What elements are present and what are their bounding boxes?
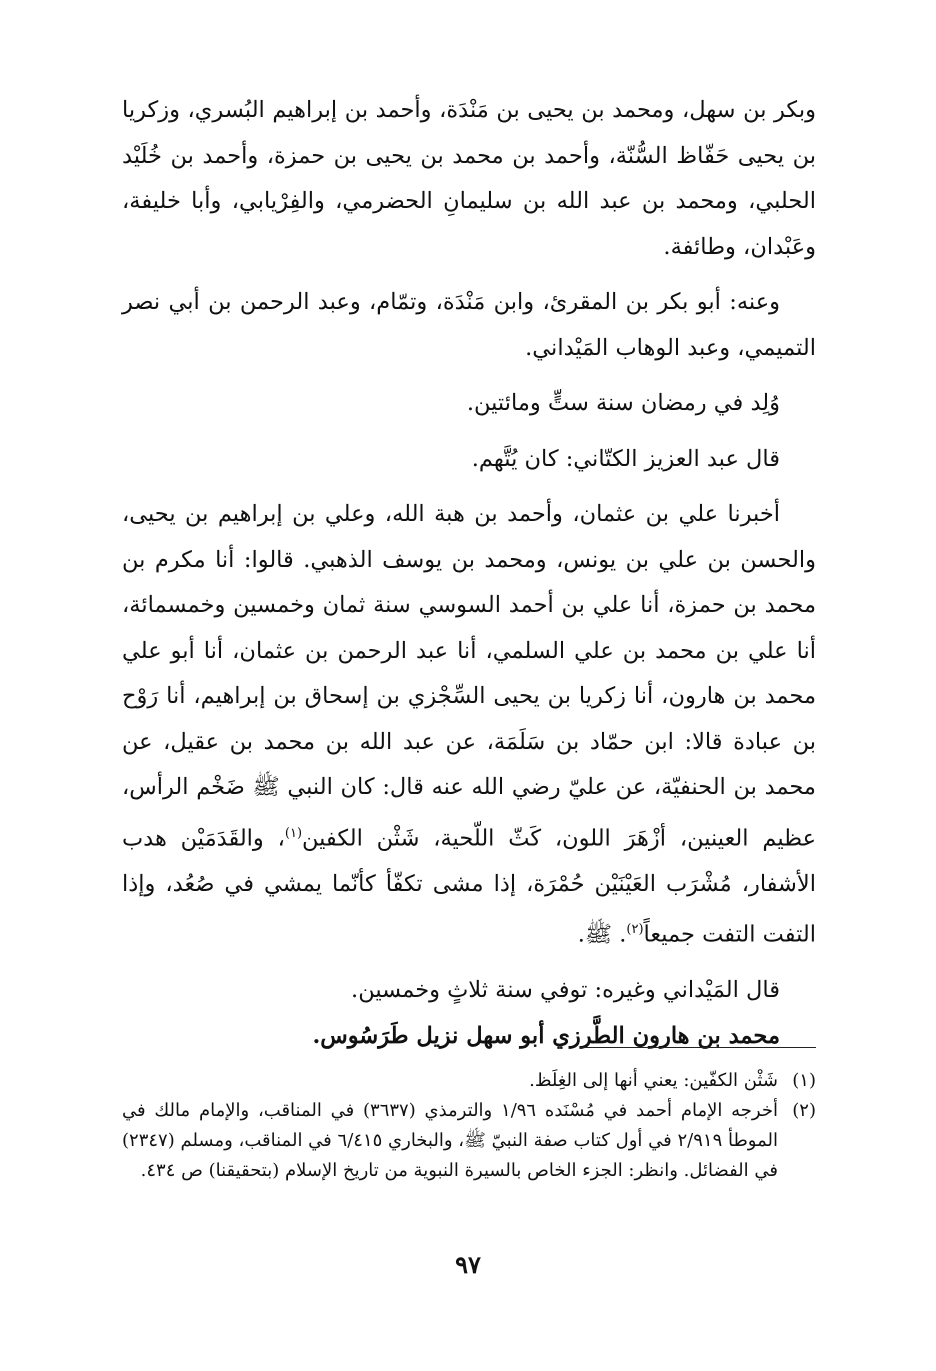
paragraph-teachers: وبكر بن سهل، ومحمد بن يحيى بن مَنْدَة، وأحمد بن إبراهيم البُسري، وزكريا بن يحيى حَفّاظ السُّنّة، وأحمد بن محمد بن يحيى بن حمزة، وأحمد بن خُلَيْد الحلبي، ومحمد بن عبد الله بن سليمانِ الحضرمي، والفِرْيابي، وأبا خليفة، وعَبْدان، وطائفة. — [122, 97, 816, 260]
footnote-2 — [122, 1096, 816, 1186]
footnote-text: شَثْن الكفّين: يعني أنها إلى الغِلَظ. — [529, 1070, 778, 1091]
hadith-text-start: أخبرنا علي بن عثمان، وأحمد بن هبة الله، وعلي بن إبراهيم بن يحيى، والحسن بن علي بن يونس، ومحمد بن يوسف الذهبي. قالوا: أنا مكرم بن محمد بن حمزة، أنا علي بن أحمد السوسي سنة ثمان وخمسين وخمسمائة، أنا علي بن محمد بن علي السلمي، أنا عبد الرحمن بن عثمان، أنا أبو علي محمد بن هارون، أنا زكريا بن يحيى السِّجْزي بن إسحاق بن إبراهيم، أنا رَوْح بن عبادة قالا: ابن حمّاد بن سَلَمَة، عن عبد الله بن محمد بن عقيل، عن محمد بن الحنفيّة، عن عليّ رضي الله عنه قال: كان النبي ﷺ ضَخْم الرأس، عظيم العينين، أزْهَرَ اللون، كَثّ اللّحية، شَثْن الكفين — [122, 501, 816, 851]
hadith-text-middle: ، والقَدَمَيْن هدب الأشفار، مُشْرَب العَيْنَيْن حُمْرَة، إذا مشى تكفّأ كأنّما يمشي في صُعُد، وإذا التفت التفت جميعاً — [122, 825, 816, 948]
footnotes — [122, 1066, 816, 1186]
page-number: ٩٧ — [455, 1250, 481, 1279]
footnote-text: أخرجه الإمام أحمد في مُسْنَده ١/٩٦ والترمذي (٣٦٣٧) في المناقب، والإمام مالك في الموطأ ٢/٩١٩ في أول كتاب صفة النبيّ ﷺ، والبخاري ٦/٤١٥ في المناقب، ومسلم (٢٣٤٧) في الفضائل. وانظر: الجزء الخاص بالسيرة النبوية من تاريخ الإسلام (بتحقيقنا) ص ٤٣٤. — [122, 1100, 778, 1181]
footnote-number: (٢) — [792, 1100, 816, 1121]
footnote-marker-1[interactable]: (١) — [284, 825, 303, 841]
footnote-marker-2[interactable]: (٢) — [626, 922, 644, 937]
hadith-text-end: . ﷺ. — [577, 921, 627, 948]
entry-heading: محمد بن هارون الطَّرزي أبو سهل نزيل طَرَسُوس. — [312, 1022, 780, 1049]
paragraph-birth: وُلِد في رمضان سنة ستٍّ ومائتين. — [466, 390, 780, 416]
paragraph-hadith — [122, 492, 816, 958]
paragraph-students: وعنه: أبو بكر بن المقرئ، وابن مَنْدَة، وتمّام، وعبد الرحمن بن أبي نصر التميمي، وعبد الوهاب المَيْداني. — [122, 289, 816, 361]
footnote-1 — [122, 1066, 816, 1096]
paragraph-death: قال المَيْداني وغيره: توفي سنة ثلاثٍ وخمسين. — [351, 977, 780, 1003]
paragraph-kattani: قال عبد العزيز الكتّاني: كان يُتَّهم. — [471, 445, 780, 472]
footnote-separator — [580, 1047, 816, 1048]
main-text — [122, 88, 816, 1059]
footnote-number: (١) — [792, 1070, 816, 1091]
